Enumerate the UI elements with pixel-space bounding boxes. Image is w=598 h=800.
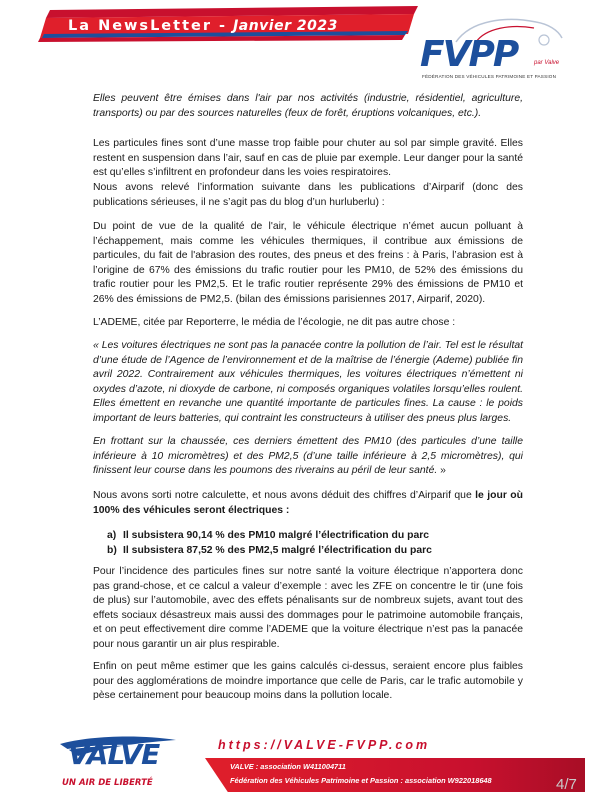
newsletter-title	[68, 18, 338, 34]
valve-logo	[58, 734, 178, 792]
list-item-label: b)	[107, 544, 117, 556]
paragraph-calculation	[93, 489, 523, 518]
paragraph-airparif-intro: Nous avons relevé l’information suivante dans les publications d’Airparif (donc des publications sérieuses, il ne s’agit pas du blog d’un hurluberlu) :	[93, 182, 523, 208]
paragraph-ademe-quote-end	[93, 435, 523, 479]
fvpp-logo-subtitle: FÉDÉRATION DES VÉHICULES PATRIMOINE ET PASSION	[422, 74, 557, 79]
page-header	[0, 0, 598, 92]
list-item	[107, 544, 523, 559]
results-list	[107, 529, 523, 558]
quote-end-italic: En frottant sur la chaussée, ces derniers émettent des PM10 (des particules d’une taille inférieure à 10 micromètres) et des PM2,5 (d’une taille inférieure à 2,5 micromètres), qui finissent leur course dans les poumons des riverains au péril de leur santé.	[93, 436, 523, 477]
list-item-text: Il subsistera 90,14 % des PM10 malgré l’électrification du parc	[123, 530, 430, 541]
calculation-text: Nous avons sorti notre calculette, et nous avons déduit des chiffres d’Airparif que	[93, 490, 476, 501]
list-item-text: Il subsistera 87,52 % des PM2,5 malgré l’électrification du parc	[123, 544, 432, 556]
newsletter-title-text: La NewsLetter -	[68, 18, 228, 34]
list-item-label: a)	[107, 530, 117, 541]
footer-association-fvpp: Fédération des Véhicules Patrimoine et Passion : association W922018648	[230, 776, 492, 785]
page-footer	[0, 726, 598, 800]
fvpp-logo-text: FVPP	[420, 34, 518, 75]
quote-close-mark: »	[437, 465, 446, 477]
calculation-bold: le jour où 100% des véhicules seront électriques :	[93, 490, 523, 516]
footer-association-valve: VALVE : association W411004711	[230, 762, 346, 771]
paragraph-conclusion: Enfin on peut même estimer que les gains calculés ci-dessus, seraient encore plus faibles pour des agglomérations de moindre importance que celle de Paris, car le trafic automobile y pèse certainement pour beaucoup moins dans la pollution locale.	[93, 661, 523, 702]
list-item	[107, 529, 523, 544]
page-number: 4/7	[556, 776, 577, 793]
newsletter-date: Janvier 2023	[233, 18, 338, 34]
fvpp-logo	[416, 12, 566, 88]
paragraph-emission-sources: Elles peuvent être émises dans l'air par nos activités (industrie, résidentiel, agriculture, transports) ou par des sources naturelles (feux de forêt, éruptions volcaniques, etc.).	[93, 93, 523, 119]
paragraph-ademe-intro: L’ADEME, citée par Reporterre, le média de l’écologie, ne dit pas autre chose :	[93, 317, 456, 328]
fvpp-logo-par-valve: par Valve	[534, 60, 560, 66]
paragraph-airparif-quote: Du point de vue de la qualité de l'air, le véhicule électrique n’émet aucun polluant à l’échappement, mais comme les véhicules thermiques, il contribue aux émissions de particules, du fait de l'abrasion des routes, des pneus et des freins : à Paris, l’abrasion est à l’origine de 67% des émissions du trafic routier pour les PM10, de 52% des émissions du trafic routier pour les PM2,5. Et le trafic routier représente 29% des émissions de PM10 et 26% des émissions de PM2,5. (bilan des émissions parisiennes 2017, Airparif, 2020).	[93, 221, 523, 305]
valve-logo-text: VALVE	[68, 738, 160, 771]
paragraph-ademe-quote: « Les voitures électriques ne sont pas la panacée contre la pollution de l’air. Tel est le résultat d’une étude de l’Agence de l’environnement et de la maîtrise de l’énergie (Ademe) publiée fin avril 2022. Contrairement aux véhicules thermiques, les voitures électriques n’émettent ni oxydes d’azote, ni dioxyde de carbone, ni composés organiques volatiles lorsqu’elles roulent. Elles émettent en revanche une quantité importante de particules fines. La cause : le poids important de leurs batteries, qui contraint les constructeurs à utiliser des pneus plus larges.	[93, 340, 523, 424]
website-link[interactable]: https://VALVE-FVPP.com	[218, 738, 431, 752]
paragraph-health-impact: Pour l’incidence des particules fines sur notre santé la voiture électrique n’apportera donc pas grand-chose, et ce calcul a valeur d’exemple : avec les ZFE on concentre le tir (une fois de plus) sur l’automobile, avec des effets pénalisants sur de nombreux sujets, avant tout des effets sociaux désastreux mais aussi des dommages pour le patrimoine automobile français, et on peut effectivement dire comme l’ADEME que la voiture électrique n’est pas la panacée pour nous garantir un air plus respirable.	[93, 566, 523, 650]
paragraph-fine-particles-mass: Les particules fines sont d’une masse trop faible pour chuter au sol par simple gravité. Elles restent en suspension dans l’air, sauf en cas de pluie par exemple. Leur danger pour la santé est qu’elles s’infiltrent en profondeur dans les voies respiratoires.	[93, 138, 523, 179]
valve-slogan: UN AIR DE LIBERTÉ	[62, 778, 153, 788]
